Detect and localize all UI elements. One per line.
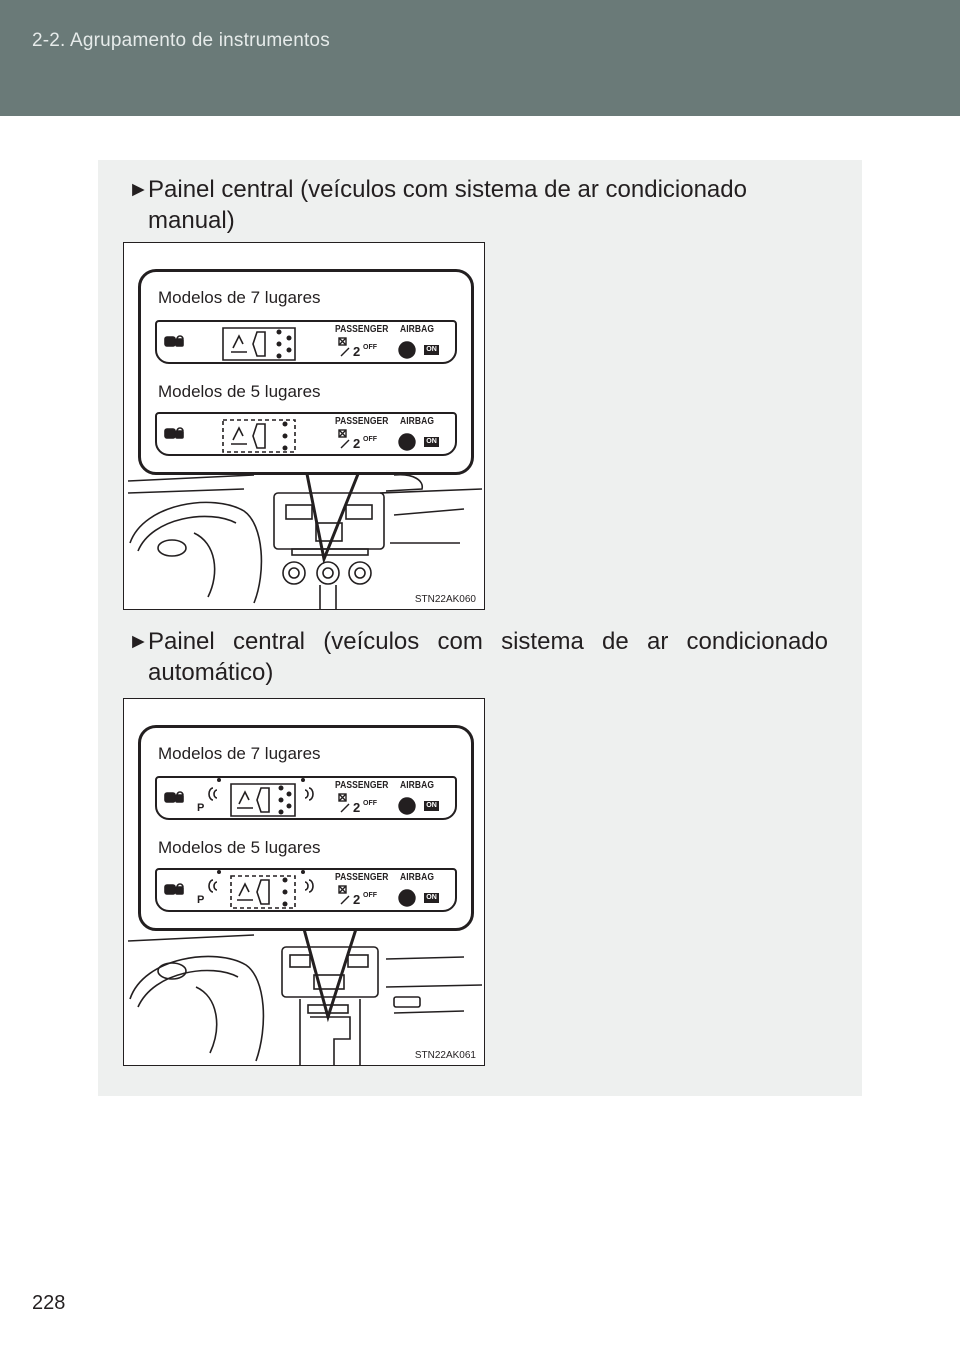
door-lock-icon [165, 337, 175, 346]
callout-bubble [138, 269, 474, 475]
page-number: 228 [32, 1292, 66, 1314]
seatbelt-icon [237, 792, 253, 808]
callout-bubble [138, 725, 474, 931]
figure-automatic-ac [123, 698, 485, 1066]
sonar-right-icon [305, 880, 313, 892]
page-header [0, 0, 960, 116]
airbag-label: AIRBAG [400, 780, 435, 791]
indicator-strip-5-seats [155, 868, 457, 912]
passenger-label: PASSENGER [335, 780, 389, 791]
seatbelt-icon [237, 884, 253, 900]
on-label: ON [424, 893, 439, 903]
label-7-seats: Modelos de 7 lugares [158, 744, 321, 763]
label-7-seats: Modelos de 7 lugares [158, 288, 321, 307]
bullet-automatic-ac [128, 626, 828, 688]
indicator-strip-7-seats [155, 776, 457, 820]
indicator-strip-5-seats [155, 412, 457, 456]
bullet-manual-ac [128, 174, 828, 236]
parking-assist-label: P [197, 894, 205, 906]
off-label: OFF [363, 436, 377, 443]
on-label: ON [424, 437, 439, 447]
seat-row-number: 2 [353, 436, 361, 451]
airbag-label: AIRBAG [400, 872, 435, 883]
hazard-icon [253, 332, 265, 356]
on-label: ON [424, 345, 439, 355]
parking-assist-label: P [197, 802, 205, 814]
figure-manual-ac [123, 242, 485, 610]
label-5-seats: Modelos de 5 lugares [158, 382, 321, 401]
bullet-marker: ► [128, 630, 149, 653]
bullet-text: Painel central (veículos com sistema de ar condicionado manual) [148, 176, 747, 234]
hazard-icon [257, 880, 269, 904]
passenger-label: PASSENGER [335, 416, 389, 427]
label-5-seats: Modelos de 5 lugares [158, 838, 321, 857]
seatbelt-icon [231, 336, 247, 352]
bullet-text: Painel central (veículos com sistema de ar condicionado automático) [148, 628, 828, 686]
seat-row-number: 2 [353, 344, 361, 359]
airbag-label: AIRBAG [400, 324, 435, 335]
door-lock-icon [165, 793, 175, 802]
hazard-icon [253, 424, 265, 448]
indicator-strip-7-seats [155, 320, 457, 364]
passenger-label: PASSENGER [335, 324, 389, 335]
airbag-label: AIRBAG [400, 416, 435, 427]
hazard-icon [257, 788, 269, 812]
sonar-left-icon [209, 788, 217, 800]
seat-row-number: 2 [353, 892, 361, 907]
door-lock-icon [165, 429, 175, 438]
content-panel [98, 160, 862, 1096]
door-lock-icon [165, 885, 175, 894]
figure-code: STN22AK060 [414, 594, 476, 605]
off-label: OFF [363, 800, 377, 807]
on-label: ON [424, 801, 439, 811]
sonar-left-icon [209, 880, 217, 892]
seatbelt-icon [231, 428, 247, 444]
bullet-marker: ► [128, 178, 149, 201]
sonar-right-icon [305, 788, 313, 800]
figure-code: STN22AK061 [414, 1050, 476, 1061]
off-label: OFF [363, 344, 377, 351]
section-title: 2-2. Agrupamento de instrumentos [32, 30, 330, 51]
passenger-label: PASSENGER [335, 872, 389, 883]
off-label: OFF [363, 892, 377, 899]
seat-row-number: 2 [353, 800, 361, 815]
